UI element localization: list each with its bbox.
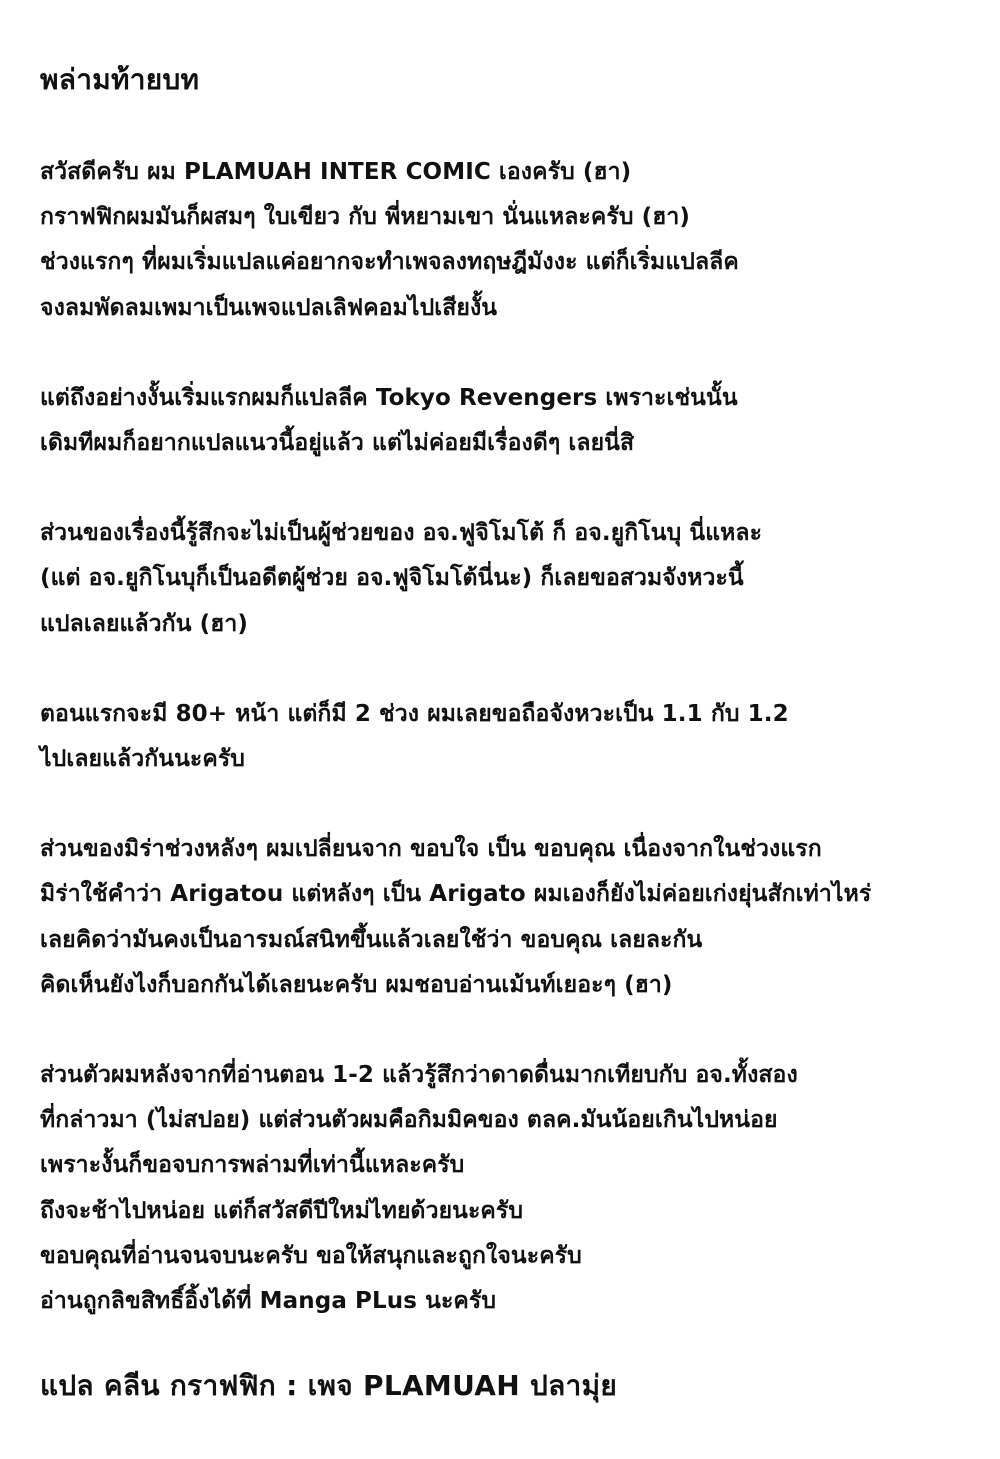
text-line: จงลมพัดลมเพมาเป็นเพจแปลเลิฟคอมไปเสียงั้น — [40, 294, 498, 321]
text-line: อ่านถูกลิขสิทธิ์อิ้งได้ที่ Manga PLus นะครับ — [40, 1288, 497, 1315]
text-line: ที่กล่าวมา (ไม่สปอย) แต่ส่วนตัวผมคือกิมมิคของ ตลค.มันน้อยเกินไปหน่อย — [40, 1107, 778, 1134]
text-line: (แต่ อจ.ยูกิโนบุก็เป็นอดีตผู้ช่วย อจ.ฟูจิโมโต้นี่นะ) ก็เลยขอสวมจังหวะนี้ — [40, 565, 744, 592]
spacer — [40, 647, 988, 692]
spacer — [40, 1008, 988, 1053]
paragraph-translation-notes — [40, 827, 988, 1008]
text-line: เลยคิดว่ามันคงเป็นอารมณ์สนิทขึ้นแล้วเลยใช้ว่า ขอบคุณ เลยละกัน — [40, 926, 703, 953]
text-line: กราฟฟิกผมมันก็ผสมๆ ใบเขียว กับ พี่หยามเขา นั่นแหละครับ (ฮา) — [40, 204, 691, 231]
credit-line: แปล คลีน กราฟฟิก : เพจ PLAMUAH ปลามุ่ย — [40, 1369, 618, 1402]
text-line: ส่วนของมิร่าช่วงหลังๆ ผมเปลี่ยนจาก ขอบใจ เป็น ขอบคุณ เนื่องจากในช่วงแรก — [40, 836, 822, 863]
afterword-page — [40, 56, 988, 1324]
paragraph-pages — [40, 692, 988, 782]
text-line: ตอนแรกจะมี 80+ หน้า แต่ก็มี 2 ช่วง ผมเลยขอถือจังหวะเป็น 1.1 กับ 1.2 — [40, 700, 789, 727]
text-line: สวัสดีครับ ผม PLAMUAH INTER COMIC เองครับ (ฮา) — [40, 159, 632, 185]
text-line: ส่วนตัวผมหลังจากที่อ่านตอน 1-2 แล้วรู้สึกว่าดาดดื่นมากเทียบกับ อจ.ทั้งสอง — [40, 1062, 798, 1089]
paragraph-intro — [40, 150, 988, 331]
text-line: คิดเห็นยังไงก็บอกกันได้เลยนะครับ ผมชอบอ่านเม้นท์เยอะๆ (ฮา) — [40, 971, 673, 998]
spacer — [40, 104, 988, 150]
text-line: มิร่าใช้คำว่า Arigatou แต่หลังๆ เป็น Arigato ผมเองก็ยังไม่ค่อยเก่งยุ่นสักเท่าไหร่ — [40, 881, 872, 908]
spacer — [40, 466, 988, 511]
spacer — [40, 782, 988, 827]
text-line: แปลเลยแล้วกัน (ฮา) — [40, 610, 249, 637]
paragraph-tokyo-revengers — [40, 376, 988, 466]
text-line: ถึงจะช้าไปหน่อย แต่ก็สวัสดีปีใหม่ไทยด้วยนะครับ — [40, 1197, 524, 1224]
text-line: ช่วงแรกๆ ที่ผมเริ่มแปลแค่อยากจะทำเพจลงทฤษฎีมังงะ แต่ก็เริ่มแปลลีค — [40, 249, 739, 276]
text-line: ขอบคุณที่อ่านจนจบนะครับ ขอให้สนุกและถูกใจนะครับ — [40, 1242, 582, 1269]
text-line: เพราะงั้นก็ขอจบการพล่ามที่เท่านี้แหละครับ — [40, 1152, 465, 1179]
spacer — [40, 331, 988, 376]
paragraph-closing — [40, 1053, 988, 1324]
text-line: ส่วนของเรื่องนี้รู้สึกจะไม่เป็นผู้ช่วยของ อจ.ฟูจิโมโต้ ก็ อจ.ยูกิโนบุ นี่แหละ — [40, 520, 763, 547]
text-line: ไปเลยแล้วกันนะครับ — [40, 746, 245, 773]
text-line: แต่ถึงอย่างงั้นเริ่มแรกผมก็แปลลีค Tokyo Revengers เพราะเช่นนั้น — [40, 384, 738, 411]
paragraph-author — [40, 511, 988, 647]
afterword-heading: พล่ามท้ายบท — [40, 63, 200, 96]
text-line: เดิมทีผมก็อยากแปลแนวนี้อยู่แล้ว แต่ไม่ค่อยมีเรื่องดีๆ เลยนี่สิ — [40, 430, 635, 457]
